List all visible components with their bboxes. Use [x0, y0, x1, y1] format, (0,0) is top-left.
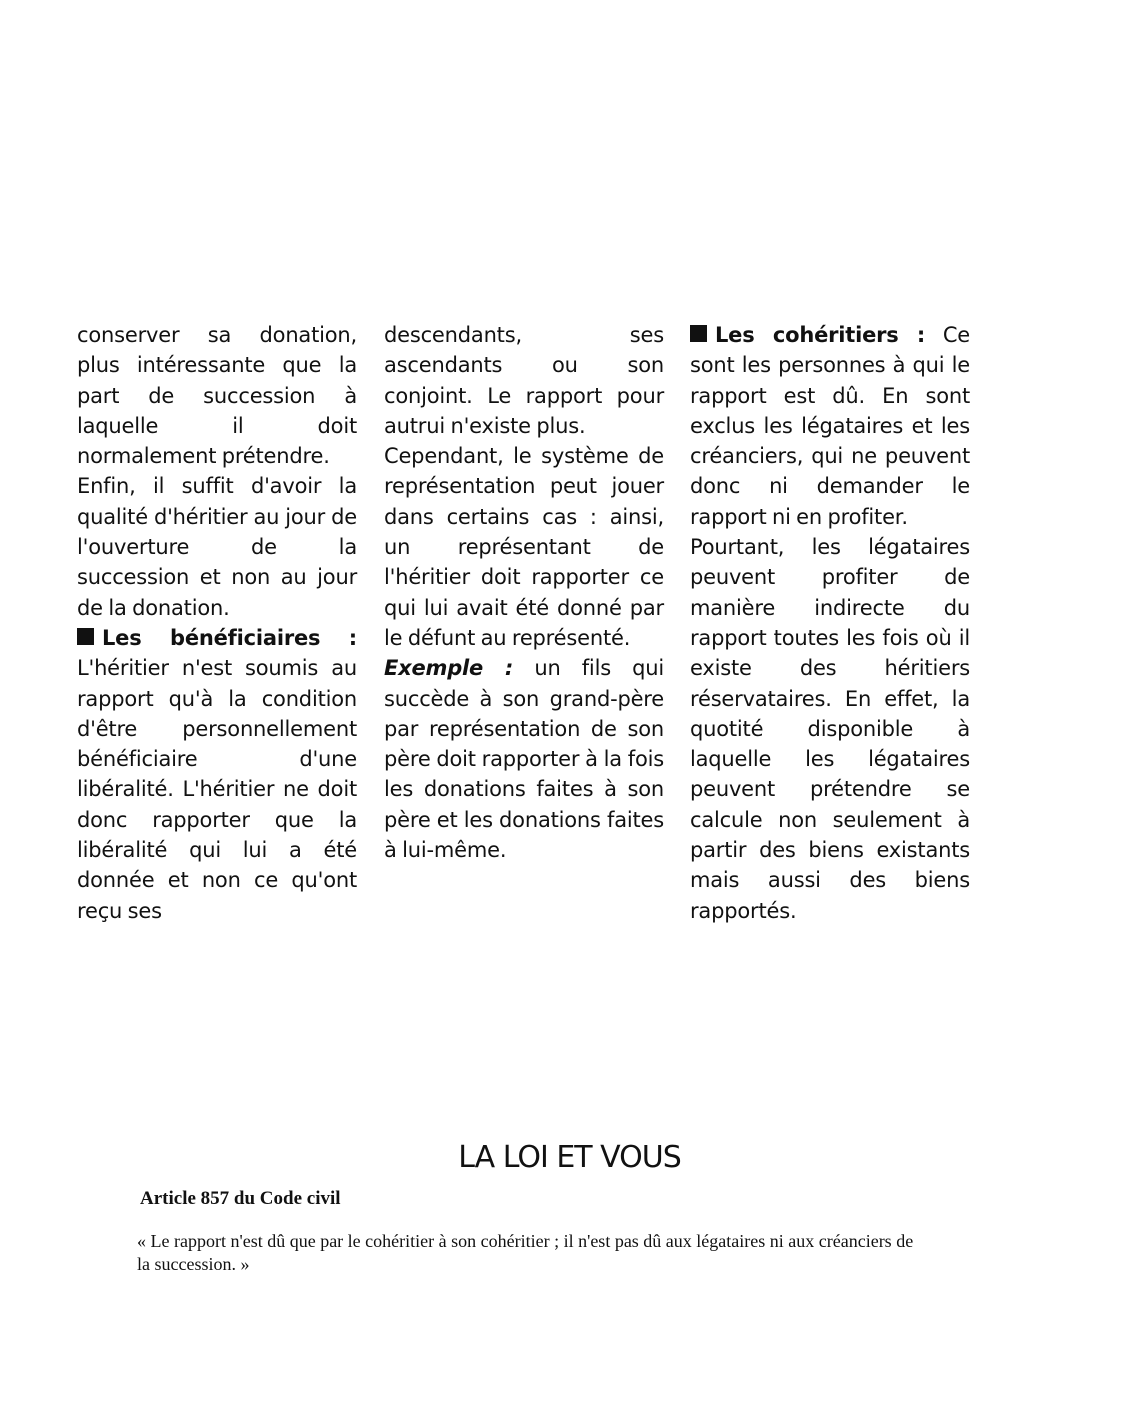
example-label: Exemple :: [384, 656, 514, 681]
paragraph-rapport-autrui: descendants, ses ascendants ou son conjoint. Le rapport pour autrui n'existe plus.: [384, 323, 664, 438]
paragraph-donation: conserver sa donation, plus intéressante que la part de succession à laquelle il doit normalement prétendre.: [77, 323, 357, 469]
example-text: un fils qui succède à son grand-père par représentation de son père doit rapporter à la fois les donations faites à son père et les donations faites à lui-même.: [384, 656, 665, 863]
section-coheritiers: [690, 320, 970, 532]
square-bullet-icon: [77, 628, 94, 645]
section-beneficiaires: [77, 623, 357, 926]
text-column-1: [77, 320, 357, 926]
text-column-2: [384, 320, 664, 865]
heading-beneficiaires: Les bénéficiaires :: [102, 625, 357, 650]
square-bullet-icon: [690, 325, 707, 342]
paragraph-legataires: Pourtant, les légataires peuvent profiter de manière indirecte du rapport toutes les fois où il existe des héritiers réservataires. En effet, la quotité disponible à laquelle les légataires peuvent prétendre se calcule non seulement à partir des biens existants mais aussi des biens rapportés.: [690, 535, 970, 923]
heading-coheritiers: Les cohéritiers :: [715, 323, 926, 347]
example-block: [384, 653, 664, 865]
text-column-3: [690, 320, 970, 926]
paragraph-beneficiaires: L'héritier n'est soumis au rapport qu'à la condition d'être personnellement bénéficiaire d'une libéralité. L'héritier ne doit donc rapporter que la libéralité qui lui a été donnée et non ce qu'ont reçu ses: [77, 656, 357, 923]
article-quote: « Le rapport n'est dû que par le cohéritier à son cohéritier ; il n'est pas dû aux légataires ni aux créanciers de la succession. »: [137, 1231, 914, 1274]
law-box-title: LA LOI ET VOUS: [458, 1140, 681, 1175]
paragraph-qualite-heritier: Enfin, il suffit d'avoir la qualité d'héritier au jour de l'ouverture de la succession et non au jour de la donation.: [77, 474, 357, 620]
paragraph-representation: Cependant, le système de représentation peut jouer dans certains cas : ainsi, un représentant de l'héritier doit rapporter ce qui lui avait été donné par le défunt au représenté.: [384, 444, 664, 650]
article-reference: Article 857 du Code civil: [140, 1188, 341, 1209]
paragraph-coheritiers: Ce sont les personnes à qui le rapport est dû. En sont exclus les légataires et les créanciers, qui ne peuvent donc ni demander le rapport ni en profiter.: [690, 323, 970, 529]
